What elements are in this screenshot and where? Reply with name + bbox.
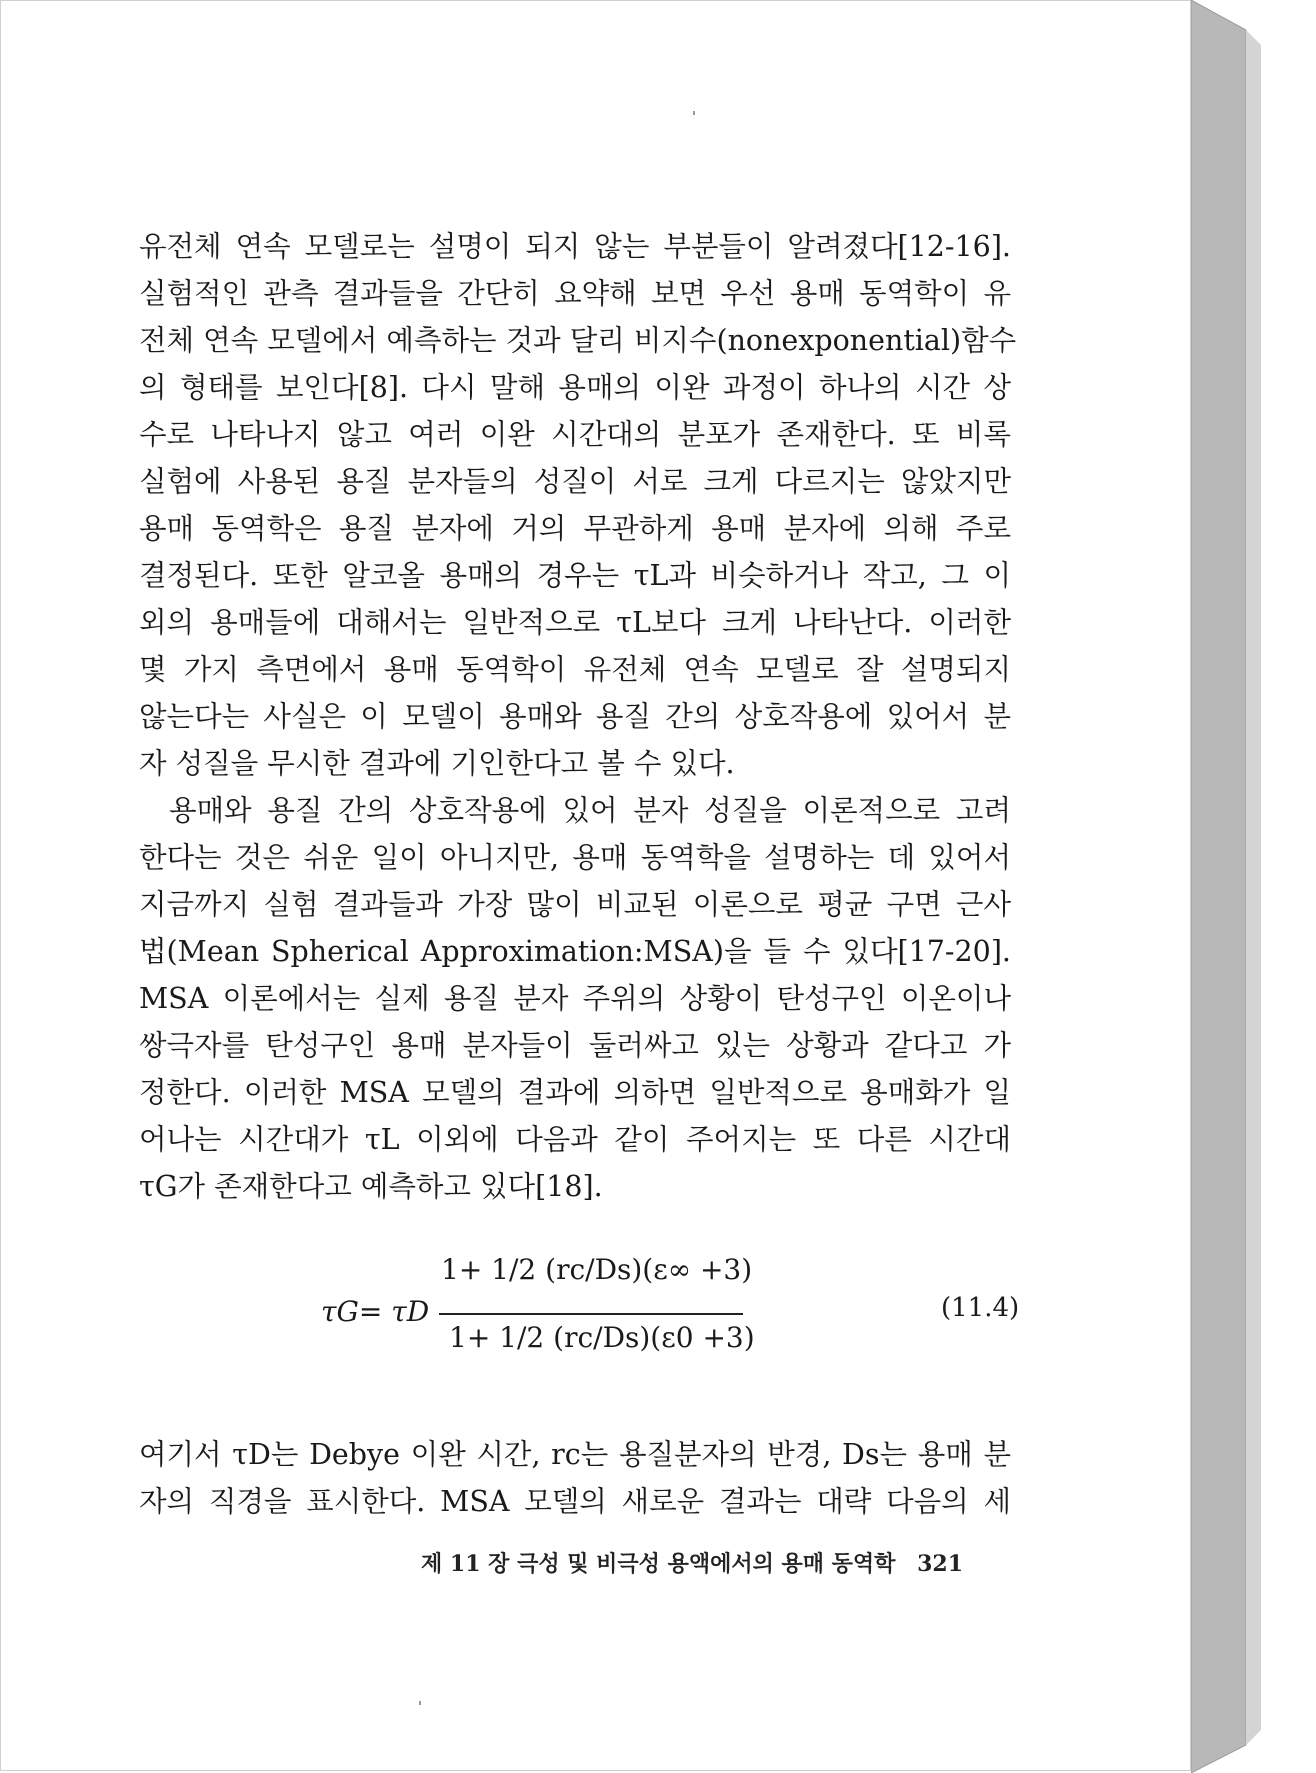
text-line: 쌍극자를 탄성구인 용매 분자들이 둘러싸고 있는 상황과 같다고 가	[139, 1029, 1011, 1062]
equation-11-4	[321, 1253, 1021, 1383]
text-line: 용매와 용질 간의 상호작용에 있어 분자 성질을 이론적으로 고려	[169, 794, 1011, 827]
text-line: 결정된다. 또한 알코올 용매의 경우는 τL과 비슷하거나 작고, 그 이	[139, 559, 1011, 592]
text-line: 한다는 것은 쉬운 일이 아니지만, 용매 동역학을 설명하는 데 있어서	[139, 841, 1011, 874]
text-line: 전체 연속 모델에서 예측하는 것과 달리 비지수(nonexponential)함수	[139, 324, 1017, 357]
text-line: 실험적인 관측 결과들을 간단히 요약해 보면 우선 용매 동역학이 유	[139, 277, 1011, 310]
text-line: 자의 직경을 표시한다. MSA 모델의 새로운 결과는 대략 다음의 세	[139, 1485, 1011, 1518]
paragraph-3	[139, 1431, 1011, 1525]
text-line: 몇 가지 측면에서 용매 동역학이 유전체 연속 모델로 잘 설명되지	[139, 653, 1011, 686]
text-line: 유전체 연속 모델로는 설명이 되지 않는 부분들이 알려졌다[12-16].	[139, 230, 1011, 263]
text-line: 의 형태를 보인다[8]. 다시 말해 용매의 이완 과정이 하나의 시간 상	[139, 371, 1011, 404]
scan-speck	[419, 1701, 421, 1705]
text-line: 외의 용매들에 대해서는 일반적으로 τL보다 크게 나타난다. 이러한	[139, 606, 1011, 639]
text-line: 정한다. 이러한 MSA 모델의 결과에 의하면 일반적으로 용매화가 일	[139, 1076, 1011, 1109]
text-line: 자 성질을 무시한 결과에 기인한다고 볼 수 있다.	[139, 747, 735, 780]
text-line: MSA 이론에서는 실제 용질 분자 주위의 상황이 탄성구인 이온이나	[139, 982, 1011, 1015]
text-line: 용매 동역학은 용질 분자에 거의 무관하게 용매 분자에 의해 주로	[139, 512, 1011, 545]
running-footer	[421, 1547, 981, 1578]
paragraph-1	[139, 223, 1017, 1210]
text-line: 수로 나타나지 않고 여러 이완 시간대의 분포가 존재한다. 또 비록	[139, 418, 1011, 451]
equation-denominator: 1+ 1/2 (rc/Ds)(ε0 +3)	[449, 1321, 755, 1354]
text-line: τG가 존재한다고 예측하고 있다[18].	[139, 1170, 603, 1203]
chapter-title: 제 11 장 극성 및 비극성 용액에서의 용매 동역학	[421, 1551, 896, 1577]
text-line: 실험에 사용된 용질 분자들의 성질이 서로 크게 다르지는 않았지만	[139, 465, 1011, 498]
text-line: 지금까지 실험 결과들과 가장 많이 비교된 이론으로 평균 구면 근사	[139, 888, 1011, 921]
text-line: 법(Mean Spherical Approximation:MSA)을 들 수 있다[17-20].	[139, 935, 1011, 968]
equation-lhs: τG= τD	[321, 1295, 430, 1328]
text-line: 여기서 τD는 Debye 이완 시간, rc는 용질분자의 반경, Ds는 용매 분	[139, 1438, 1011, 1471]
book-edge-shadow	[1191, 0, 1276, 1773]
scan-speck	[693, 111, 695, 115]
text-line: 어나는 시간대가 τL 이외에 다음과 같이 주어지는 또 다른 시간대	[139, 1123, 1011, 1156]
page-number: 321	[917, 1551, 964, 1577]
text-line: 않는다는 사실은 이 모델이 용매와 용질 간의 상호작용에 있어서 분	[139, 700, 1011, 733]
equation-number: (11.4)	[941, 1293, 1020, 1323]
fraction-bar	[439, 1313, 743, 1315]
equation-numerator: 1+ 1/2 (rc/Ds)(ε∞ +3)	[441, 1253, 753, 1286]
